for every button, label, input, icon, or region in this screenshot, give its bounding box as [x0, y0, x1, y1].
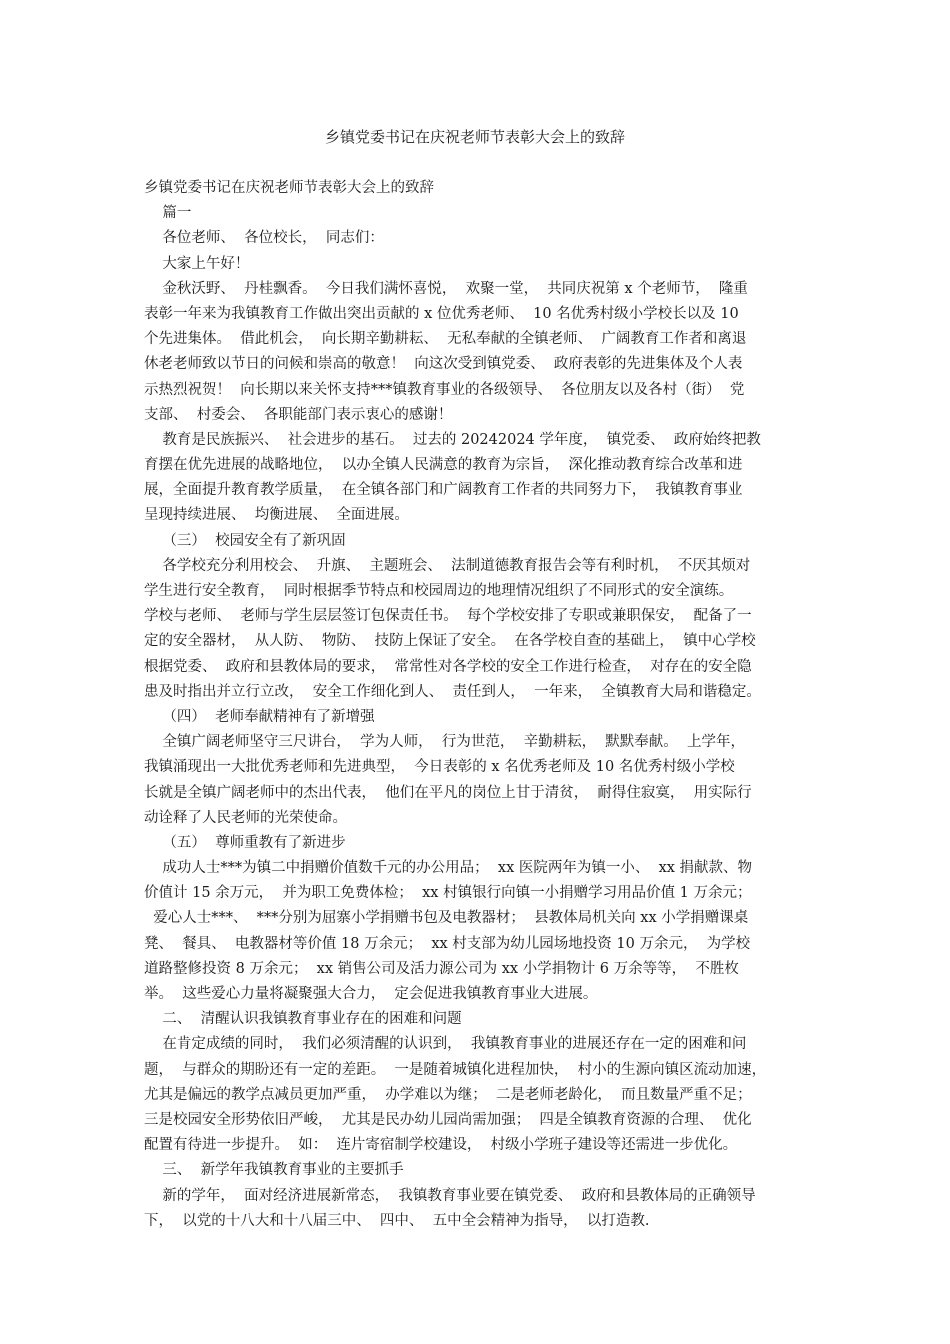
body-line: 示热烈祝贺！ 向长期以来关怀支持***镇教育事业的各级领导、 各位朋友以及各村（街） 党: [144, 381, 745, 398]
body-line: 育摆在优先进展的战略地位， 以办全镇人民满意的教育为宗旨， 深化推动教育综合改革和进: [144, 457, 743, 474]
body-line: 休老老师致以节日的问候和崇高的敬意！ 向这次受到镇党委、 政府表彰的先进集体及个人表: [144, 356, 743, 373]
body-line: 定的安全器材， 从人防、 物防、 技防上保证了安全。 在各学校自查的基础上， 镇中心学校: [144, 633, 756, 650]
body-line: （四） 老师奉献精神有了新增强: [144, 708, 375, 725]
document-body: [144, 176, 810, 1234]
body-line: 支部、 村委会、 各职能部门表示衷心的感谢！: [144, 406, 453, 423]
document-title: 乡镇党委书记在庆祝老师节表彰大会上的致辞: [324, 128, 625, 146]
body-line: 动诠释了人民老师的光荣使命。: [144, 809, 347, 826]
body-line: 患及时指出并立行立改， 安全工作细化到人、 责任到人， 一年来， 全镇教育大局和谐稳定。: [144, 683, 761, 700]
body-line: 各学校充分利用校会、 升旗、 主题班会、 法制道德教育报告会等有利时机， 不厌其烦对: [144, 557, 751, 574]
body-line: 长就是全镇广阔老师中的杰出代表， 他们在平凡的岗位上甘于清贫， 耐得住寂寞， 用实际行: [144, 784, 752, 801]
body-line: 题， 与群众的期盼还有一定的差距。 一是随着城镇化进程加快， 村小的生源向镇区流动加速，: [144, 1061, 767, 1078]
body-line: 金秋沃野、 丹桂飘香。 今日我们满怀喜悦， 欢聚一堂， 共同庆祝第 x 个老师节， 隆重: [144, 280, 748, 297]
body-line: 新的学年， 面对经济进展新常态， 我镇教育事业要在镇党委、 政府和县教体局的正确领导: [144, 1187, 756, 1204]
body-line: 呈现持续进展、 均衡进展、 全面进展。: [144, 507, 409, 524]
body-line: 在肯定成绩的同时， 我们必须清醒的认识到， 我镇教育事业的进展还存在一定的困难和问: [144, 1036, 747, 1053]
body-line: 学校与老师、 老师与学生层层签订包保责任书。 每个学校安排了专职或兼职保安， 配备了一: [144, 608, 752, 625]
body-line: 学生进行安全教育， 同时根据季节特点和校园周边的地理情况组织了不同形式的安全演练。: [144, 583, 734, 599]
body-line: 尤其是偏远的教学点减员更加严重， 办学难以为继； 二是老师老龄化， 而且数量严重不足；: [144, 1086, 752, 1103]
body-line: 个先进集体。 借此机会， 向长期辛勤耕耘、 无私奉献的全镇老师、 广阔教育工作者和离退: [144, 331, 747, 348]
body-line: 大家上午好！: [144, 255, 250, 272]
body-line: 道路整修投资 8 万余元； xx 销售公司及活力源公司为 xx 小学捐物计 6 万余等等， 不胜枚: [144, 960, 739, 977]
body-line: 全镇广阔老师坚守三尺讲台， 学为人师， 行为世范， 辛勤耕耘， 默默奉献。 上学年，: [144, 734, 746, 751]
body-line: 我镇涌现出一大批优秀老师和先进典型， 今日表彰的 x 名优秀老师及 10 名优秀村级小学校: [144, 759, 735, 776]
body-line: （三） 校园安全有了新巩固: [144, 532, 346, 549]
body-line: 展，全面提升教育教学质量， 在全镇各部门和广阔教育工作者的共同努力下， 我镇教育事业: [144, 482, 743, 499]
body-line: 配置有待进一步提升。 如： 连片寄宿制学校建设， 村级小学班子建设等还需进一步优化。: [144, 1137, 738, 1154]
body-line: （五） 尊师重教有了新进步: [144, 834, 346, 851]
body-line: 成功人士***为镇二中捐赠价值数千元的办公用品； xx 医院两年为镇一小、 xx 捐献款、物: [144, 860, 753, 877]
body-line: 举。 这些爱心力量将凝聚强大合力， 定会促进我镇教育事业大进展。: [144, 986, 598, 1002]
body-line: 爱心人士***、 ***分别为屈寨小学捐赠书包及电教器材； 县教体局机关向 xx 小学捐赠课桌: [144, 910, 749, 927]
body-line: 篇一: [144, 205, 192, 222]
body-line: 根据党委、 政府和县教体局的要求， 常常性对各学校的安全工作进行检查， 对存在的安全隐: [144, 658, 752, 675]
body-line: 三、 新学年我镇教育事业的主要抓手: [144, 1162, 404, 1179]
body-line: 三是校园安全形势依旧严峻， 尤其是民办幼儿园尚需加强； 四是全镇教育资源的合理、 优化: [144, 1111, 752, 1128]
body-line: 二、 清醒认识我镇教育事业存在的困难和问题: [144, 1011, 462, 1028]
body-line: 下， 以党的十八大和十八届三中、 四中、 五中全会精神为指导， 以打造教.: [144, 1212, 650, 1229]
body-line: 乡镇党委书记在庆祝老师节表彰大会上的致辞: [144, 180, 434, 196]
body-line: 各位老师、 各位校长， 同志们：: [144, 230, 384, 247]
body-line: 价值计 15 余万元， 并为职工免费体检； xx 村镇银行向镇一小捐赠学习用品价值 1 万余元；: [144, 885, 752, 902]
body-line: 凳、 餐具、 电教器材等价值 18 万余元； xx 村支部为幼儿园场地投资 10 万余元， 为学校: [144, 935, 751, 952]
body-line: 教育是民族振兴、 社会进步的基石。 过去的 20242024 学年度， 镇党委、 政府始终把教: [144, 431, 761, 448]
body-line: 表彰一年来为我镇教育工作做出突出贡献的 x 位优秀老师、 10 名优秀村级小学校长以及 10: [144, 305, 739, 322]
